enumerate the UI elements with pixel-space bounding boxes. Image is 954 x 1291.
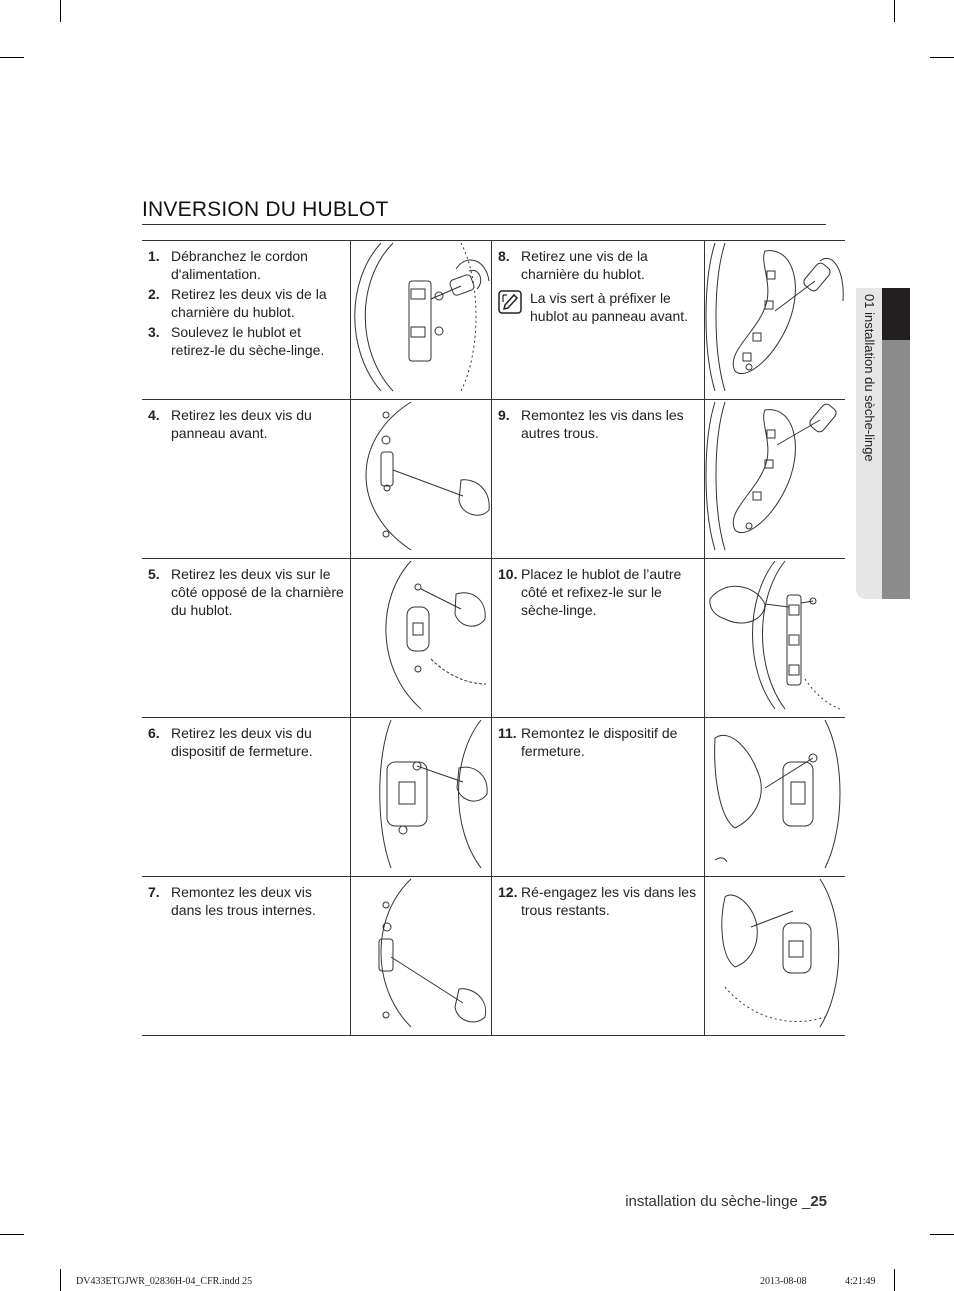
step-item (142, 883, 344, 919)
crop-mark (60, 1269, 61, 1291)
step-number: 7. (148, 884, 160, 900)
step-item (142, 406, 344, 442)
step-cell (142, 400, 351, 559)
reengage-screws-illustration (705, 877, 845, 1029)
step-item (498, 247, 698, 283)
table-row (142, 877, 845, 1036)
slug-date: 2013-08-08 (760, 1276, 807, 1287)
crop-mark (894, 1269, 895, 1291)
step-item (498, 565, 698, 619)
note-block (498, 289, 698, 325)
step-number: 3. (148, 324, 160, 340)
crop-mark (930, 1234, 954, 1235)
opposite-screws-illustration (351, 559, 491, 711)
latch-removal-illustration (351, 718, 491, 870)
step-item (142, 565, 344, 619)
hinge-removal-illustration (351, 241, 491, 393)
side-tab-label: 01 installation du sèche-linge (862, 294, 877, 462)
illustration-cell (351, 241, 492, 400)
crop-mark (60, 0, 61, 22)
step-text: Ré-engagez les vis dans les trous restants. (521, 884, 697, 918)
steps-table (142, 240, 845, 1036)
step-number: 4. (148, 407, 160, 423)
step-text: Retirez les deux vis du dispositif de fermeture. (171, 725, 313, 759)
step-item (142, 247, 344, 283)
step-text: Retirez une vis de la charnière du hublot. (521, 248, 648, 282)
step-number: 12. (498, 884, 518, 900)
title-rule (142, 224, 826, 225)
note-text: La vis sert à préfixer le hublot au panneau avant. (530, 290, 689, 324)
page-footer (625, 1193, 827, 1210)
illustration-cell (705, 241, 846, 400)
illustration-cell (705, 559, 846, 718)
illustration-cell (351, 559, 492, 718)
slug-time: 4:21:49 (845, 1276, 876, 1287)
crop-mark (0, 1234, 24, 1235)
step-item (142, 724, 344, 760)
step-cell (142, 718, 351, 877)
table-row (142, 718, 845, 877)
illustration-cell (705, 718, 846, 877)
step-number: 11. (498, 725, 517, 741)
crop-mark (0, 57, 24, 58)
table-row (142, 400, 845, 559)
step-text: Placez le hublot de l’autre côté et refixez-le sur le sèche-linge. (521, 566, 682, 618)
note-pencil-icon (498, 290, 522, 314)
step-cell (492, 559, 705, 718)
step-text: Remontez le dispositif de fermeture. (521, 725, 678, 759)
side-tab-marker (882, 288, 910, 340)
page-title: INVERSION DU HUBLOT (142, 198, 389, 221)
step-text: Retirez les deux vis de la charnière du hublot. (171, 286, 327, 320)
place-door-illustration (705, 559, 845, 711)
step-number: 2. (148, 286, 160, 302)
step-cell (492, 241, 705, 400)
step-item (498, 724, 698, 760)
front-panel-screws-illustration (351, 400, 491, 552)
step-text: Retirez les deux vis sur le côté opposé de la charnière du hublot. (171, 566, 344, 618)
illustration-cell (351, 718, 492, 877)
step-number: 6. (148, 725, 160, 741)
reinstall-screws-illustration (705, 400, 845, 552)
step-text: Débranchez le cordon d'alimentation. (171, 248, 308, 282)
illustration-cell (351, 877, 492, 1036)
step-cell (492, 400, 705, 559)
slug-file: DV433ETGJWR_02836H-04_CFR.indd 25 (76, 1276, 253, 1287)
step-text: Retirez les deux vis du panneau avant. (171, 407, 312, 441)
step-number: 10. (498, 566, 518, 582)
step-number: 9. (498, 407, 510, 423)
step-item (142, 285, 344, 321)
step-item (498, 406, 698, 442)
step-number: 8. (498, 248, 510, 264)
step-text: Remontez les vis dans les autres trous. (521, 407, 684, 441)
latch-reinstall-illustration (705, 718, 845, 870)
footer-label: installation du sèche-linge _ (625, 1193, 811, 1210)
step-text: Soulevez le hublot et retirez-le du sèche-linge. (171, 324, 325, 358)
side-tab-strip (882, 340, 910, 599)
crop-mark (930, 57, 954, 58)
hinge-screw-illustration (705, 241, 845, 393)
step-number: 1. (148, 248, 160, 264)
step-cell (492, 718, 705, 877)
step-cell (142, 241, 351, 400)
step-number: 5. (148, 566, 160, 582)
internal-holes-illustration (351, 877, 491, 1029)
step-cell (142, 559, 351, 718)
page-number: 25 (810, 1193, 827, 1210)
step-item (142, 323, 344, 359)
illustration-cell (351, 400, 492, 559)
step-item (498, 883, 698, 919)
illustration-cell (705, 877, 846, 1036)
illustration-cell (705, 400, 846, 559)
step-cell (492, 877, 705, 1036)
table-row (142, 559, 845, 718)
step-text: Remontez les deux vis dans les trous internes. (171, 884, 316, 918)
crop-mark (894, 0, 895, 22)
step-cell (142, 877, 351, 1036)
table-row (142, 241, 845, 400)
